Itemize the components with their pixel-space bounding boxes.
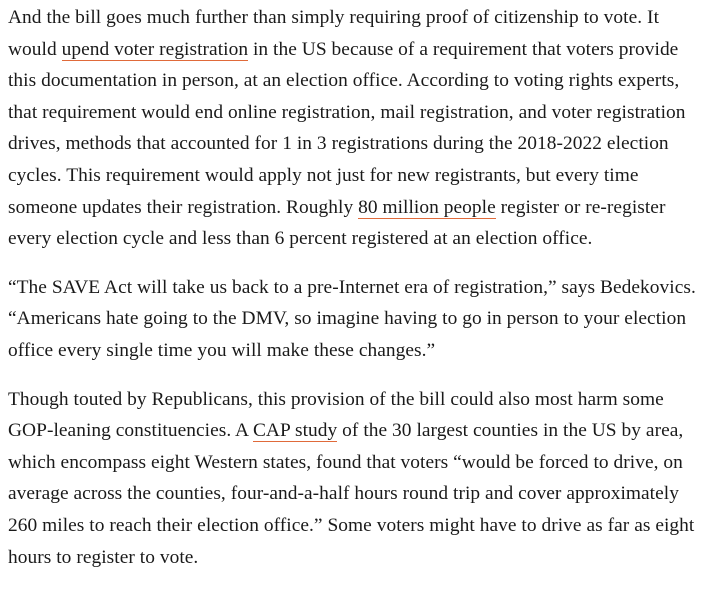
- paragraph-3-text-1: Though touted by Republicans, this provision of the bill could also most harm some GOP-leaning constituencies. A: [8, 388, 664, 442]
- link-upend-voter-registration[interactable]: upend voter registration: [61, 38, 249, 60]
- link-80-million-people[interactable]: 80 million people: [358, 196, 496, 218]
- paragraph-1-text-2: in the US because of a requirement that voters provide this documentation in person, at an election office. According to voting rights experts, that requirement would end online registration, mail registration, and voter registration drives, methods that accounted for 1 in 3 registrations during the 2018-2022 election cycles. This requirement would apply not just for new registrants, but every time someone updates their registration. Roughly: [8, 38, 686, 218]
- paragraph-2: [8, 272, 707, 367]
- paragraph-2-text-1: “The SAVE Act will take us back to a pre-Internet era of registration,” says Bedekovics. “Americans hate going to the DMV, so imagine having to go in person to your election office every single time you will make these changes.”: [8, 276, 696, 361]
- link-cap-study[interactable]: CAP study: [252, 420, 338, 442]
- paragraph-3: [8, 384, 707, 574]
- paragraph-1: [8, 2, 707, 255]
- paragraph-3-text-2: of the 30 largest counties in the US by area, which encompass eight Western states, found that voters “would be forced to drive, on average across the counties, four-and-a-half hours round trip and cover approximately 260 miles to reach their election office.” Some voters might have to drive as far as eight hours to register to vote.: [8, 420, 695, 568]
- paragraph-1-text-1: And the bill goes much further than simply requiring proof of citizenship to vote. It would: [8, 7, 660, 60]
- paragraph-1-text-3: register or re-register every election cycle and less than 6 percent registered at an election office.: [8, 196, 666, 250]
